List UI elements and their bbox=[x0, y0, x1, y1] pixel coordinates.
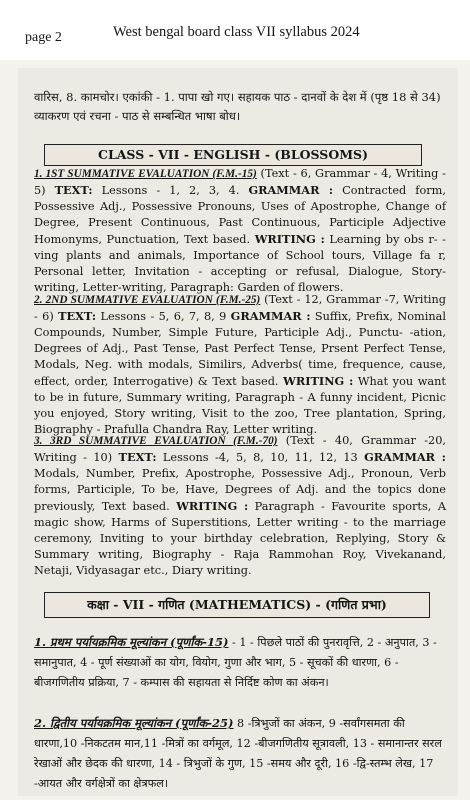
english-evaluation-3 bbox=[34, 433, 446, 579]
writing-label: WRITING : bbox=[254, 232, 325, 246]
english-section-title: CLASS - VII - ENGLISH - (BLOSSOMS) bbox=[44, 144, 422, 166]
marks-breakdown: (Text - 40, Grammar -20, Writing - 10) bbox=[34, 434, 446, 464]
text-label: TEXT: bbox=[58, 309, 97, 323]
evaluation-heading: 2. द्वितीय पर्यायक्रमिक मूल्यांकन (पूर्णांक-25) bbox=[34, 716, 234, 730]
page-number: page 2 bbox=[25, 30, 62, 45]
writing-label: WRITING : bbox=[176, 499, 249, 513]
text-lessons: Lessons - 5, 6, 7, 8, 9 bbox=[96, 310, 231, 323]
writing-topics: What you want to be in future, Summary writing, Paragraph - A funny incident, Picnic you enjoyed, Story writing, Visit to the zoo, Tree plantation, Spring, Biography - Prafulla Chandra Ray, Letter writing. bbox=[34, 375, 446, 436]
writing-topics: Learning by obs r- -ving plants and animals, Importance of School tours, Village fa r, Personal letter, Invitation - accepting or refusal, Dialogue, Story- writing, Letter-writing, Paragraph: Garden of flowers. bbox=[34, 233, 446, 294]
evaluation-heading: 3. 3RD SUMMATIVE EVALUATION (F.M.-70) bbox=[34, 435, 278, 447]
page-header bbox=[0, 0, 470, 60]
grammar-label: GRAMMAR : bbox=[230, 309, 311, 323]
hindi-intro-paragraph: वारिस, 8. कामचोर। एकांकी - 1. पापा खो गए। सहायक पाठ - दानवों के देश में (पृष्ठ 18 से 34) व्याकरण एवं रचना - पाठ से सम्बन्धित भाषा बोध। bbox=[34, 90, 441, 123]
evaluation-topics: 8 -त्रिभुजों का अंकन, 9 -सर्वांगसमता की धारणा,10 -निकटतम मान,11 -मित्रों का वर्गमूल, 12 -बीजगणितीय सूत्रावली, 13 - समानान्तर सरल रेखाओं और छेदक की धारणा, 14 - त्रिभुजों के गुण, 15 -समय और दूरी, 16 -द्वि-स्तम्भ लेख, 17 -आयत और वर्गक्षेत्रों का क्षेत्रफल। bbox=[34, 717, 442, 790]
marks-breakdown: (Text - 12, Grammar -7, Writing - 6) bbox=[34, 293, 446, 323]
evaluation-heading: 2. 2ND SUMMATIVE EVALUATION (F.M.-25) bbox=[34, 294, 261, 306]
maths-section-title: कक्षा - VII - गणित (MATHEMATICS) - (गणित प्रभा) bbox=[44, 592, 430, 618]
english-evaluation-1 bbox=[34, 166, 446, 296]
evaluation-topics: - 1 - पिछले पाठों की पुनरावृत्ति, 2 - अनुपात, 3 - समानुपात, 4 - पूर्ण संख्याओं का योग, वियोग, गुणा और भाग, 5 - सूचकों की धारणा, 6 - बीजगणितीय प्रक्रिया, 7 - कम्पास की सहायता से निर्दिष्ट कोण का अंकन। bbox=[34, 636, 437, 689]
text-label: TEXT: bbox=[54, 183, 93, 197]
text-lessons: Lessons -4, 5, 8, 10, 11, 12, 13 bbox=[156, 451, 365, 464]
text-label: TEXT: bbox=[118, 450, 157, 464]
grammar-label: GRAMMAR : bbox=[248, 183, 334, 197]
marks-breakdown: (Text - 6, Grammar - 4, Writing - 5) bbox=[34, 167, 446, 197]
grammar-label: GRAMMAR : bbox=[364, 450, 446, 464]
maths-evaluation-1 bbox=[34, 632, 446, 693]
document-title: West bengal board class VII syllabus 2024 bbox=[113, 24, 360, 40]
maths-evaluation-2 bbox=[34, 713, 446, 794]
writing-topics: Paragraph - Favourite sports, A magic show, Harms of Superstitions, Letter writing - to the marriage ceremony, Inviting to your birthday celebration, Replying, Story & Summary writing, Biography - Raja Rammohan Roy, Vivekanand, Netaji, Vidyasagar etc., Diary writing. bbox=[34, 500, 446, 577]
evaluation-heading: 1. 1ST SUMMATIVE EVALUATION (F.M.-15) bbox=[34, 168, 257, 180]
english-evaluation-2 bbox=[34, 292, 446, 438]
evaluation-heading: 1. प्रथम पर्यायक्रमिक मूल्यांकन (पूर्णांक-15) bbox=[34, 635, 229, 649]
writing-label: WRITING : bbox=[283, 374, 354, 388]
grammar-topics: Suffix, Prefix, Nominal Compounds, Number, Simple Future, Participle Adj., Punctu- -ation, Degrees of Adj., Past Tense, Past Perfect Tense, Prsent Perfect Tense, Modals, Neg. with modals, Similirs, Adverbs( time, frequence, cause, effect, order, Interrogative) & Text based. bbox=[34, 310, 446, 388]
grammar-topics: Modals, Number, Prefix, Apostrophe, Possessive Adj., Pronoun, Verb forms, Participle, To be, Have, Degrees of Adj. and the topics done previously, Text based. bbox=[34, 467, 446, 513]
text-lessons: Lessons - 1, 2, 3, 4. bbox=[92, 184, 249, 197]
grammar-topics: Contracted form, Possessive Adj., Possessive Pronouns, Uses of Apostrophe, Change of Degree, Present Continuous, Past Continuous, Participle Adjective Homonyms, Punctuation, Text based. bbox=[34, 184, 446, 246]
